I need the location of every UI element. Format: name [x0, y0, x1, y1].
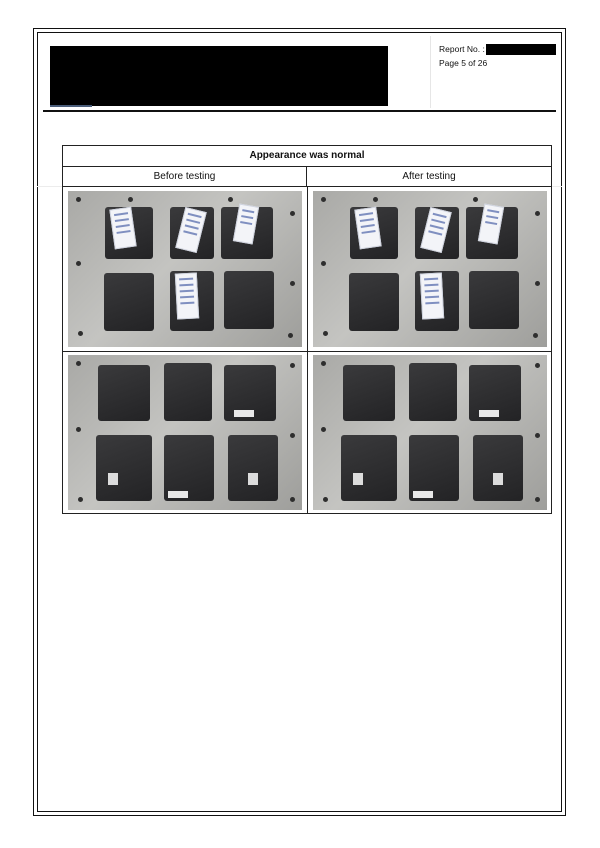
photo-after-top-view — [313, 191, 547, 347]
column-header-before: Before testing — [63, 167, 307, 187]
page-number: Page 5 of 26 — [439, 58, 488, 68]
photo-before-bottom-view — [68, 355, 302, 510]
row-divider — [63, 351, 551, 352]
report-number-label: Report No. : — [439, 44, 485, 54]
photo-before-top-view — [68, 191, 302, 347]
photo-after-bottom-view — [313, 355, 547, 510]
header-rule — [43, 110, 556, 112]
table-title: Appearance was normal — [63, 146, 551, 167]
logo-underline — [50, 105, 92, 107]
redacted-company-logo — [50, 46, 388, 106]
column-header-after: After testing — [307, 167, 551, 187]
appearance-table — [62, 145, 552, 514]
redacted-report-number — [486, 44, 556, 55]
header-divider — [430, 36, 431, 108]
